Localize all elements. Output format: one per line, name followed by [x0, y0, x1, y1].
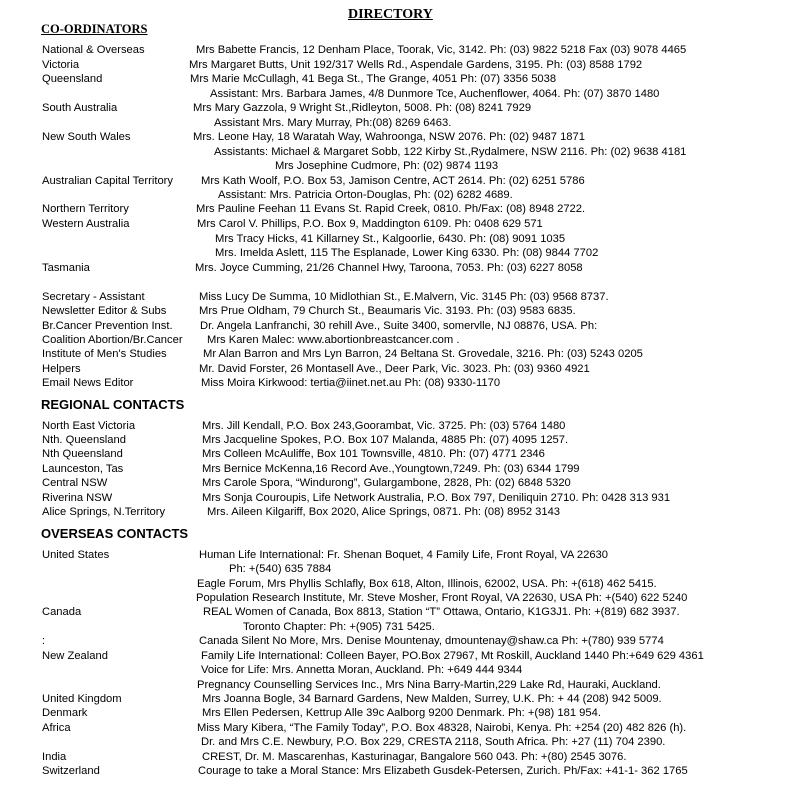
entry-text: Mrs Josephine Cudmore, Ph: (02) 9874 1193 [275, 160, 499, 172]
entry-text: Mr. David Forster, 26 Montasell Ave., Deer Park, Vic. 3023. Ph: (03) 9360 4921 [199, 363, 590, 375]
entry-label: Newsletter Editor & Subs [42, 305, 167, 317]
entry-label: Riverina NSW [42, 492, 113, 504]
entry-text: Assistant Mrs. Mary Murray, Ph:(08) 8269 6463. [214, 117, 452, 129]
entry-text: REAL Women of Canada, Box 8813, Station “T” Ottawa, Ontario, K1G3J1. Ph: +(819) 682 3937. [203, 606, 680, 618]
entry-label: Canada [42, 606, 82, 618]
entry-text: Family Life International: Colleen Bayer, PO.Box 27967, Mt Roskill, Auckland 1440 Ph:+649 629 4361 [201, 650, 704, 662]
overseas-heading: OVERSEAS CONTACTS [41, 526, 189, 541]
entry-text: Mrs. Leone Hay, 18 Waratah Way, Wahroonga, NSW 2076. Ph: (02) 9487 1871 [193, 131, 585, 143]
entry-text: Mrs Sonja Couroupis, Life Network Australia, P.O. Box 797, Deniliquin 2710. Ph: 0428 313 931 [202, 492, 671, 504]
entry-label: Email News Editor [42, 377, 134, 389]
entry-label: United States [42, 549, 110, 561]
entry-label: Alice Springs, N.Territory [42, 506, 166, 518]
entry-text: Assistant: Mrs. Patricia Orton-Douglas, Ph: (02) 6282 4689. [218, 189, 513, 201]
entry-label: Victoria [42, 59, 80, 71]
entry-text: Miss Lucy De Summa, 10 Midlothian St., E.Malvern, Vic. 3145 Ph: (03) 9568 8737. [199, 291, 609, 303]
entry-text: Mrs Babette Francis, 12 Denham Place, Toorak, Vic, 3142. Ph: (03) 9822 5218 Fax (03) 9078 4465 [196, 44, 687, 56]
entry-label: Coalition Abortion/Br.Cancer [42, 334, 183, 346]
entry-text: Mrs Bernice McKenna,16 Record Ave.,Youngtown,7249. Ph: (03) 6344 1799 [202, 463, 580, 475]
entry-text: Mrs Carol V. Phillips, P.O. Box 9, Maddington 6109. Ph: 0408 629 571 [197, 218, 543, 230]
entry-label: Launceston, Tas [42, 463, 124, 475]
entry-text: Mrs Jacqueline Spokes, P.O. Box 107 Malanda, 4885 Ph: (07) 4095 1257. [202, 434, 569, 446]
entry-label: Denmark [42, 707, 88, 719]
entry-label: Nth Queensland [42, 448, 123, 460]
entry-text: Toronto Chapter: Ph: +(905) 731 5425. [243, 621, 435, 633]
entry-text: Mrs. Aileen Kilgariff, Box 2020, Alice Springs, 0871. Ph: (08) 8952 3143 [207, 506, 561, 518]
entry-text: Ph: +(540) 635 7884 [229, 563, 332, 575]
entry-text: Mrs Ellen Pedersen, Kettrup Alle 39c Aalborg 9200 Denmark. Ph: +(98) 181 954. [202, 707, 601, 719]
entry-label: : [42, 635, 46, 647]
entry-text: Assistants: Michael & Margaret Sobb, 122 Kirby St.,Rydalmere, NSW 2116. Ph: (02) 9638 4181 [214, 146, 687, 158]
entry-label: South Australia [42, 102, 118, 114]
entry-label: Tasmania [42, 262, 90, 274]
entry-label: North East Victoria [42, 420, 136, 432]
entry-label: Switzerland [42, 765, 100, 777]
page-title: DIRECTORY [348, 7, 433, 22]
entry-label: Australian Capital Territory [42, 175, 173, 187]
entry-label: New Zealand [42, 650, 108, 662]
entry-text: Mrs Pauline Feehan 11 Evans St. Rapid Creek, 0810. Ph/Fax: (08) 8948 2722. [196, 203, 586, 215]
entry-label: Queensland [42, 73, 103, 85]
entry-text: Mr Alan Barron and Mrs Lyn Barron, 24 Beltana St. Grovedale, 3216. Ph: (03) 5243 0205 [203, 348, 643, 360]
entry-text: Mrs. Imelda Aslett, 115 The Esplanade, Lower King 6330. Ph: (08) 9844 7702 [215, 247, 599, 259]
entry-text: Mrs Karen Malec: www.abortionbreastcancer.com . [207, 334, 460, 346]
entry-text: Mrs Marie McCullagh, 41 Bega St., The Grange, 4051 Ph: (07) 3356 5038 [190, 73, 557, 85]
entry-text: Mrs Colleen McAuliffe, Box 101 Townsville, 4810. Ph: (07) 4771 2346 [202, 448, 545, 460]
entry-text: Human Life International: Fr. Shenan Boquet, 4 Family Life, Front Royal, VA 22630 [199, 549, 608, 561]
entry-text: Canada Silent No More, Mrs. Denise Mountenay, dmountenay@shaw.ca Ph: +(780) 939 5774 [199, 635, 664, 647]
entry-text: Mrs Carole Spora, “Windurong”, Gulargambone, 2828, Ph: (02) 6848 5320 [202, 477, 571, 489]
entry-text: Miss Moira Kirkwood: tertia@iinet.net.au Ph: (08) 9330-1170 [201, 377, 501, 389]
entry-text: Mrs Prue Oldham, 79 Church St., Beaumaris Vic. 3193. Ph: (03) 9583 6835. [199, 305, 576, 317]
entry-label: New South Wales [42, 131, 131, 143]
entry-label: Br.Cancer Prevention Inst. [42, 320, 173, 332]
entry-text: Mrs Joanna Bogle, 34 Barnard Gardens, New Malden, Surrey, U.K. Ph: + 44 (208) 942 5009. [202, 693, 662, 705]
entry-label: India [42, 751, 67, 763]
entry-text: CREST, Dr. M. Mascarenhas, Kasturinagar, Bangalore 560 043. Ph: +(80) 2545 3076. [202, 751, 627, 763]
entry-label: Central NSW [42, 477, 108, 489]
coordinators-heading: CO-ORDINATORS [41, 22, 148, 36]
entry-text: Dr. Angela Lanfranchi, 30 rehill Ave., Suite 3400, somervlle, NJ 08876, USA. Ph: [200, 320, 598, 332]
entry-text: Mrs Margaret Butts, Unit 192/317 Wells Rd., Aspendale Gardens, 3195. Ph: (03) 8588 1792 [189, 59, 643, 71]
entry-label: Helpers [42, 363, 81, 375]
entry-text: Voice for Life: Mrs. Annetta Moran, Auckland. Ph: +649 444 9344 [201, 664, 523, 676]
entry-label: Institute of Men's Studies [42, 348, 167, 360]
entry-text: Pregnancy Counselling Services Inc., Mrs Nina Barry-Martin,229 Lake Rd, Hauraki, Auckland. [197, 679, 661, 691]
entry-label: Western Australia [42, 218, 130, 230]
entry-text: Mrs Mary Gazzola, 9 Wright St.,Ridleyton, 5008. Ph: (08) 8241 7929 [193, 102, 532, 114]
entry-text: Eagle Forum, Mrs Phyllis Schlafly, Box 618, Alton, Illinois, 62002, USA. Ph: +(618) 462 5415. [197, 578, 657, 590]
entry-text: Mrs Kath Woolf, P.O. Box 53, Jamison Centre, ACT 2614. Ph: (02) 6251 5786 [201, 175, 585, 187]
entry-label: Africa [42, 722, 71, 734]
regional-heading: REGIONAL CONTACTS [41, 397, 185, 412]
entry-text: Mrs Tracy Hicks, 41 Killarney St., Kalgoorlie, 6430. Ph: (08) 9091 1035 [215, 233, 566, 245]
entry-text: Assistant: Mrs. Barbara James, 4/8 Dunmore Tce, Auchenflower, 4064. Ph: (07) 3870 1480 [210, 88, 660, 100]
entry-text: Miss Mary Kibera, “The Family Today”, P.O. Box 48328, Nairobi, Kenya. Ph: +254 (20) 482 826 (h). [197, 722, 687, 734]
entry-text: Population Research Institute, Mr. Steve Mosher, Front Royal, VA 22630, USA Ph: +(540) 622 5240 [196, 592, 688, 604]
entry-label: Secretary - Assistant [42, 291, 145, 303]
entry-text: Mrs. Jill Kendall, P.O. Box 243,Goorambat, Vic. 3725. Ph: (03) 5764 1480 [202, 420, 566, 432]
entry-label: United Kingdom [42, 693, 122, 705]
entry-text: Mrs. Joyce Cumming, 21/26 Channel Hwy, Taroona, 7053. Ph: (03) 6227 8058 [195, 262, 583, 274]
entry-label: Northern Territory [42, 203, 129, 215]
entry-label: Nth. Queensland [42, 434, 126, 446]
entry-text: Dr. and Mrs C.E. Newbury, P.O. Box 229, CRESTA 2118, South Africa. Ph: +27 (11) 704 2390. [201, 736, 666, 748]
entry-label: National & Overseas [42, 44, 145, 56]
entry-text: Courage to take a Moral Stance: Mrs Elizabeth Gusdek-Petersen, Zurich. Ph/Fax: +41-1- 362 1765 [198, 765, 688, 777]
